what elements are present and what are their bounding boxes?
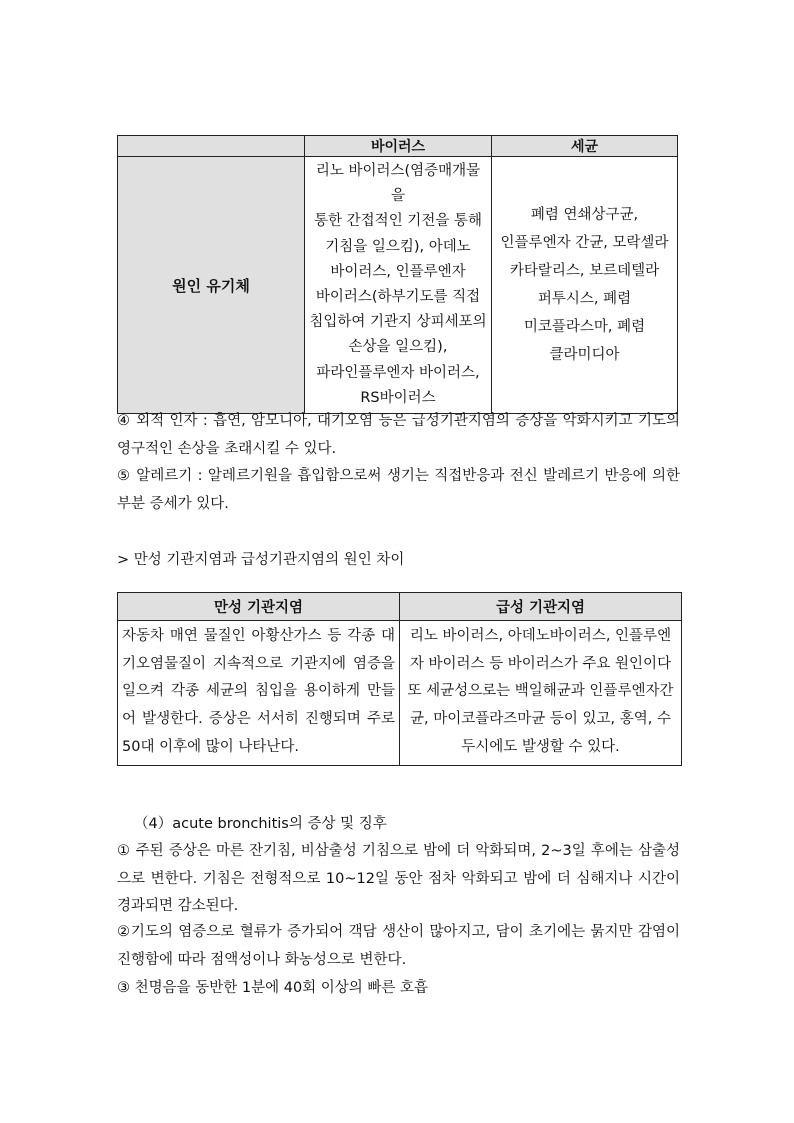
chronic-vs-acute-table <box>117 592 682 766</box>
paragraph-external-factors: ④ 외적 인자 : 흡연, 암모니아, 대기오염 등은 급성기관지염의 증상을 악화시키고 기도의 영구적인 손상을 초래시킬 수 있다. <box>117 413 680 457</box>
bacteria-line: 폐렴 연쇄상구균, <box>530 207 639 224</box>
table-header-virus: 바이러스 <box>305 136 492 157</box>
acute-cell: 리노 바이러스, 아데노바이러스, 인플루엔자 바이러스 등 바이러스가 주요 원인이다또 세균성으로는 백일해균과 인플루엔자간균, 마이코플라즈마균 등이 있고, 홍역, 수두시에도 발생할 수 있다. <box>400 621 682 766</box>
bacteria-line: 클라미디아 <box>549 347 620 364</box>
table-header-row <box>118 593 682 621</box>
table-header-empty <box>118 136 305 157</box>
paragraph-symptom-1: ① 주된 증상은 마른 잔기침, 비삼출성 기침으로 밤에 더 악화되며, 2~3일 후에는 삼출성으로 변한다. 기침은 전형적으로 10~12일 동안 점차 악화되고 밤에 더 심해지나 시간이 경과되면 감소된다. <box>117 843 680 914</box>
virus-line: 침입하여 기관지 상피세포의 <box>309 314 487 331</box>
virus-cell <box>305 157 492 414</box>
subheading-cause-difference: > 만성 기관지염과 급성기관지염의 원인 차이 <box>117 552 405 568</box>
table-header-bacteria: 세균 <box>492 136 678 157</box>
bacteria-cell <box>492 157 678 414</box>
paragraph-symptom-2: ②기도의 염증으로 혈류가 증가되어 객담 생산이 많아지고, 담이 초기에는 묽지만 감염이 진행함에 따라 점액성이나 화농성으로 변한다. <box>117 924 680 968</box>
virus-line: 손상을 일으킴), <box>348 339 448 356</box>
bacteria-line: 인플루엔자 간균, 모락셀라 <box>500 235 669 252</box>
virus-line: 통한 간접적인 기전을 통해 <box>314 213 482 230</box>
table-row <box>118 621 682 766</box>
virus-line: 파라인플루엔자 바이러스, <box>316 364 480 381</box>
paragraph-symptom-3: ③ 천명음을 동반한 1분에 40회 이상의 빠른 호흡 <box>117 980 429 996</box>
chronic-cell: 자동차 매연 물질인 아황산가스 등 각종 대기오염물질이 지속적으로 기관지에 염증을 일으켜 각종 세균의 침입을 용이하게 만들어 발생한다. 증상은 서서히 진행되며 주로 50대 이후에 많이 나타난다. <box>118 621 400 766</box>
row-label-cause-organism: 원인 유기체 <box>118 157 305 414</box>
table-header-chronic: 만성 기관지염 <box>118 593 400 621</box>
table-header-acute: 급성 기관지염 <box>400 593 682 621</box>
virus-line: 바이러스(하부기도를 직접 <box>315 289 481 306</box>
bacteria-line: 미코플라스마, 폐렴 <box>523 319 646 336</box>
paragraph-allergy: ⑤ 알레르기 : 알레르기원을 흡입함으로써 생기는 직접반응과 전신 발레르기 반응에 의한 부분 증세가 있다. <box>117 468 680 512</box>
virus-line: 바이러스, 인플루엔자 <box>330 263 466 280</box>
cause-organism-table <box>117 135 678 414</box>
table-row <box>118 157 678 414</box>
virus-line: 기침을 일으킴), 아데노 <box>325 238 471 255</box>
table-header-row <box>118 136 678 157</box>
bacteria-line: 카타랄리스, 보르데텔라 <box>509 263 660 280</box>
virus-line: 리노 바이러스(염증매개물을 <box>315 163 481 205</box>
section-heading-symptoms: （4）acute bronchitis의 증상 및 징후 <box>134 816 387 832</box>
virus-line: RS바이러스 <box>360 389 436 406</box>
bacteria-line: 퍼투시스, 폐렴 <box>537 291 632 308</box>
